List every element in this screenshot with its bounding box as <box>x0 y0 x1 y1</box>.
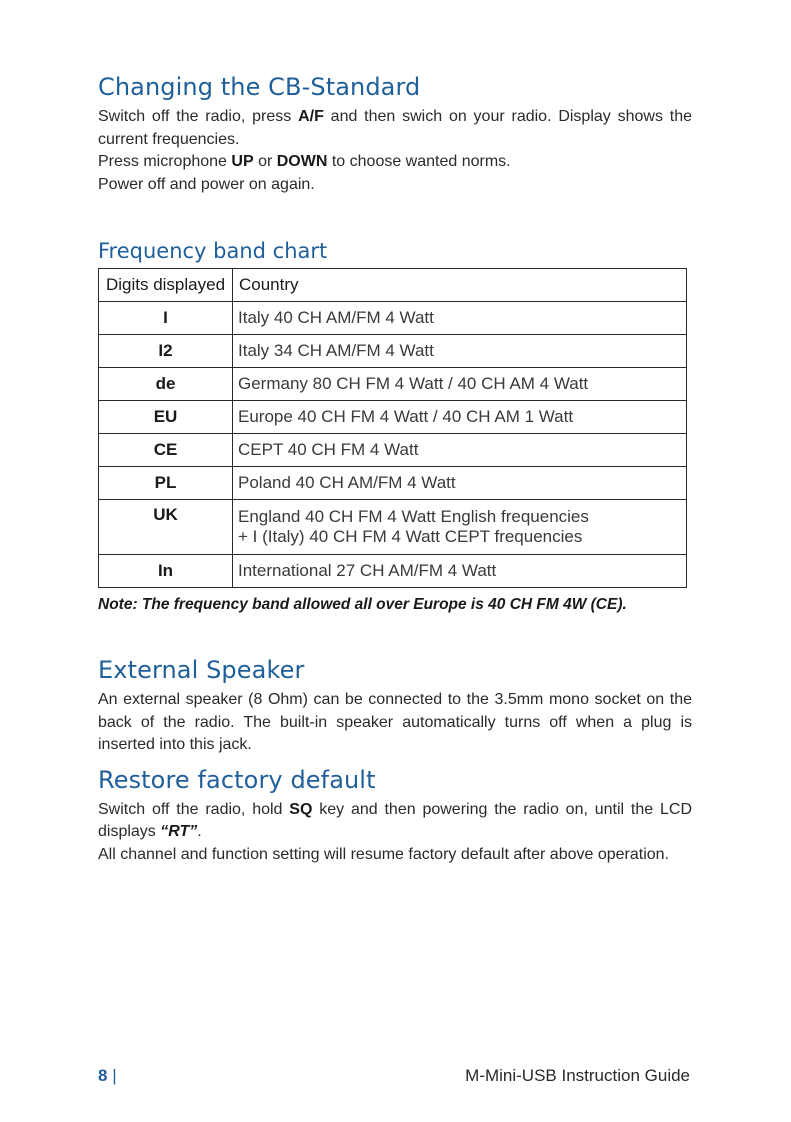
text-span: and then swich on your radio. Display shows the current frequencies. <box>98 108 692 148</box>
guide-title: M-Mini-USB Instruction Guide <box>465 1066 690 1085</box>
cb-standard-paragraph-1 <box>98 106 692 151</box>
text-span: Press microphone <box>98 153 232 170</box>
page-footer <box>98 1064 690 1088</box>
table-row <box>99 467 687 500</box>
down-key-label: DOWN <box>276 153 328 170</box>
text-span: Switch off the radio, hold <box>98 800 290 818</box>
text-span: Switch off the radio, press <box>98 108 299 125</box>
external-speaker-paragraph: An external speaker (8 Ohm) can be connected to the 3.5mm mono socket on the back of the radio. The built-in speaker automatically turns off when a plug is inserted into this jack. <box>98 691 692 753</box>
up-key-label: UP <box>231 153 254 170</box>
factory-default-heading: Restore factory default <box>98 765 376 794</box>
frequency-band-table <box>98 268 687 588</box>
cell-country: International 27 CH AM/FM 4 Watt <box>233 555 687 588</box>
cell-country <box>233 500 687 555</box>
country-line-2: + I (Italy) 40 CH FM 4 Watt CEPT frequencies <box>238 527 583 546</box>
rt-display-label: “RT” <box>160 823 198 840</box>
cell-code: PL <box>99 467 233 500</box>
cell-code: de <box>99 368 233 401</box>
factory-default-paragraph-2: All channel and function setting will resume factory default after above operation. <box>98 845 669 863</box>
cb-standard-heading: Changing the CB-Standard <box>98 73 421 101</box>
cell-code: UK <box>99 500 233 555</box>
cb-standard-paragraph-2 <box>98 151 692 174</box>
table-row <box>99 555 687 588</box>
cell-country: Germany 80 CH FM 4 Watt / 40 CH AM 4 Watt <box>233 368 687 401</box>
cell-country: Europe 40 CH FM 4 Watt / 40 CH AM 1 Watt <box>233 401 687 434</box>
factory-default-paragraph-1 <box>98 799 692 844</box>
page-number: 8 <box>98 1066 108 1085</box>
text-span: . <box>197 823 202 840</box>
cell-country: Italy 34 CH AM/FM 4 Watt <box>233 335 687 368</box>
cell-country: Poland 40 CH AM/FM 4 Watt <box>233 467 687 500</box>
page-content <box>98 70 692 866</box>
cell-code: EU <box>99 401 233 434</box>
text-span: or <box>253 153 277 170</box>
text-span: key and then powering the radio on, until the LCD displays <box>98 800 693 840</box>
af-key-label: A/F <box>298 108 324 125</box>
table-row <box>99 500 687 555</box>
table-row <box>99 335 687 368</box>
external-speaker-heading: External Speaker <box>98 656 305 684</box>
table-row <box>99 401 687 434</box>
sq-key-label: SQ <box>289 800 313 818</box>
cell-code: I2 <box>99 335 233 368</box>
footer-separator: | <box>112 1066 117 1085</box>
table-header-row <box>99 269 687 302</box>
cell-code: In <box>99 555 233 588</box>
section-external-speaker <box>98 653 692 757</box>
country-line-1: England 40 CH FM 4 Watt English frequencies <box>238 507 589 526</box>
cell-code: CE <box>99 434 233 467</box>
table-row <box>99 368 687 401</box>
section-cb-standard <box>98 70 692 196</box>
frequency-chart-heading: Frequency band chart <box>98 239 328 263</box>
cell-code: I <box>99 302 233 335</box>
cell-country: Italy 40 CH AM/FM 4 Watt <box>233 302 687 335</box>
cb-standard-paragraph-3: Power off and power on again. <box>98 175 315 193</box>
cell-country: CEPT 40 CH FM 4 Watt <box>233 434 687 467</box>
frequency-note: Note: The frequency band allowed all over Europe is 40 CH FM 4W (CE). <box>98 596 627 613</box>
section-factory-default <box>98 763 692 867</box>
table-row <box>99 434 687 467</box>
header-country: Country <box>233 269 687 302</box>
text-span: to choose wanted norms. <box>327 153 511 170</box>
table-row <box>99 302 687 335</box>
header-digits-displayed: Digits displayed <box>99 269 233 302</box>
section-frequency-chart <box>98 236 692 615</box>
